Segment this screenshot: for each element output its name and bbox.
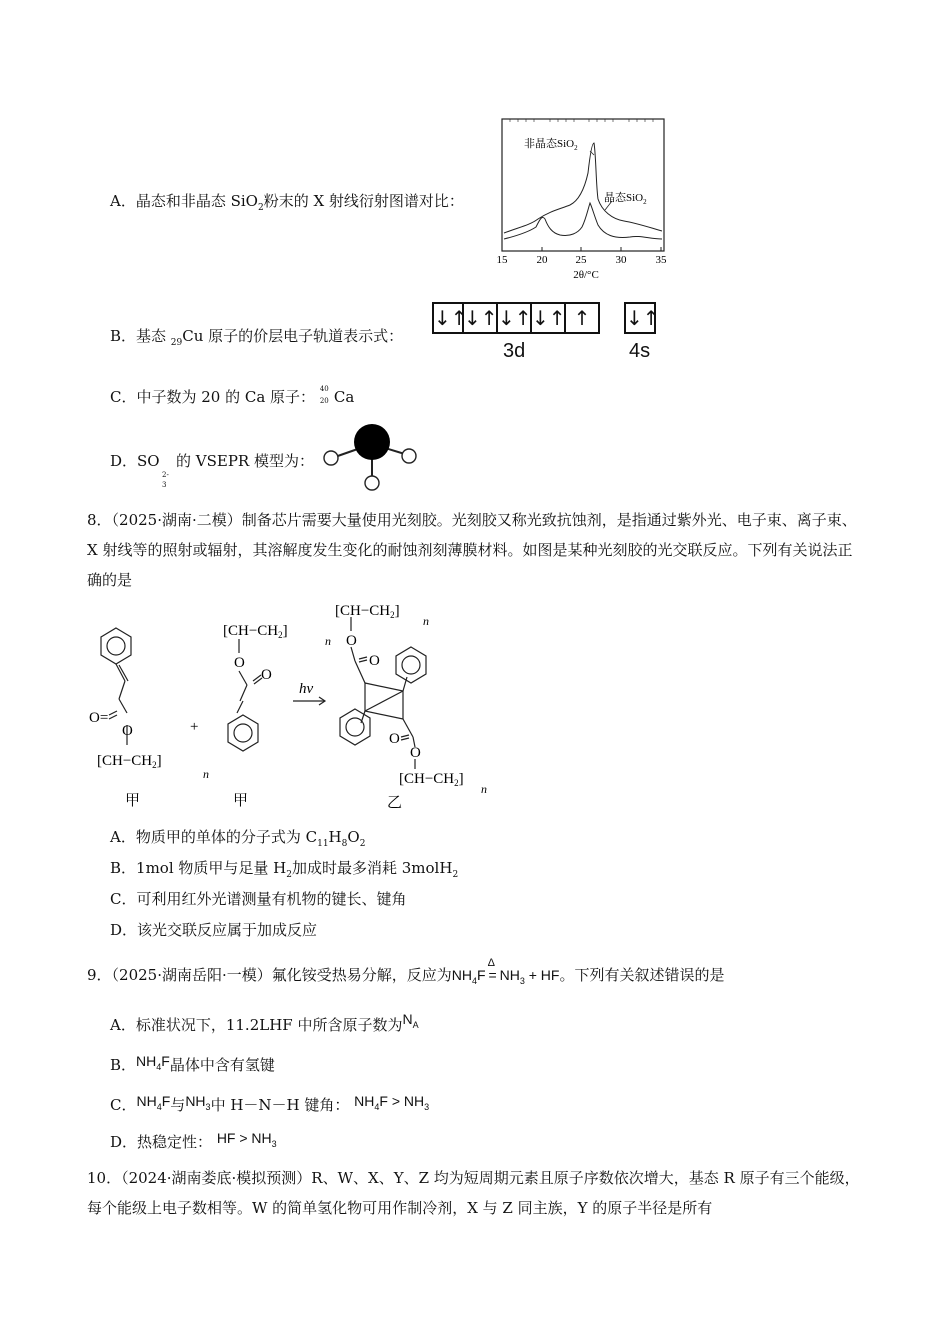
svg-text:n: n	[203, 767, 209, 781]
orbital-box: ↓↑	[624, 302, 656, 334]
svg-text:O: O	[410, 745, 421, 761]
svg-text:O: O	[122, 723, 133, 739]
q8-option-d: D．该光交联反应属于加成反应	[110, 921, 318, 939]
reaction-equation: $NH_4F$ Δ = $NH_3$ + HF	[451, 957, 560, 986]
svg-text:甲: 甲	[125, 793, 141, 809]
svg-text:[CH−CH2]: $[CH-CH_2]$	[223, 623, 288, 640]
svg-text:35: 35	[655, 254, 667, 266]
orbital-box: ↓↑	[464, 302, 498, 334]
so3-charge: 2- 3	[162, 471, 169, 489]
q9-option-d: D．热稳定性： HF > $NH_3$	[110, 1130, 277, 1151]
svg-text:O: O	[346, 633, 357, 649]
svg-text:O: O	[369, 653, 380, 669]
xrd-pattern-figure	[490, 115, 680, 285]
orbital-box: ↓↑	[532, 302, 566, 334]
svg-text:30: 30	[615, 254, 627, 266]
crystal-label: 晶态SiO$_2$	[604, 192, 647, 206]
q7-option-c: C．中子数为 20 的 Ca 原子： 40 20 Ca	[110, 385, 355, 406]
orbital-4s	[624, 302, 660, 334]
orbital-3d	[432, 302, 600, 334]
orbital-box: ↓↑	[432, 302, 464, 334]
q9-option-c: C．$NH_4F$与$NH_3$中 H－N－H 键角： $NH_4F > NH_3$	[110, 1093, 430, 1114]
svg-text:O: O	[261, 667, 272, 683]
svg-text:hv: hv	[299, 681, 314, 697]
amorphous-label: 非晶态SiO$_2$	[524, 138, 578, 152]
q8-option-c: C．可利用红外光谱测量有机物的键长、键角	[110, 890, 407, 908]
svg-text:n: n	[481, 782, 487, 796]
q9-option-b: B．$NH_4F$晶体中含有氢键	[110, 1053, 275, 1074]
mass-number: 40	[319, 385, 329, 393]
q7-option-d: D．SO	[110, 452, 160, 470]
svg-text:O=: O=	[89, 710, 109, 726]
svg-text:[CH−CH2]: $[CH-CH_2]$	[399, 771, 464, 788]
crystal-curve	[504, 203, 662, 239]
svg-text:15: 15	[496, 254, 508, 266]
svg-text:[CH−CH2]: $[CH-CH_2]$	[97, 753, 162, 770]
atomic-number: 20	[319, 397, 329, 405]
vsepr-model-icon	[318, 420, 418, 495]
svg-text:25: 25	[575, 254, 587, 266]
svg-text:O: O	[234, 655, 245, 671]
svg-text:20: 20	[536, 254, 548, 266]
q9-stem: 9．（2025·湖南岳阳·一模）氟化铵受热易分解，反应为$NH_4F$ Δ = $NH_3$ + HF。下列有关叙述错误的是	[87, 957, 725, 986]
svg-text:甲: 甲	[233, 793, 249, 809]
svg-text:n: n	[423, 614, 429, 628]
q7-option-d-rest: 的 VSEPR 模型为：	[176, 452, 314, 470]
label-3d: 3d	[503, 340, 526, 362]
q7-option-b: B．基态 $_{29}$Cu 原子的价层电子轨道表示式：	[110, 327, 404, 348]
xrd-xlabel: 2θ/°C	[573, 269, 599, 281]
orbital-box: ↑	[566, 302, 600, 334]
orbital-box: ↓↑	[498, 302, 532, 334]
svg-text:O: O	[389, 731, 400, 747]
q10-stem: 10．（2024·湖南娄底·模拟预测）R、W、X、Y、Z 均为短周期元素且原子序数依次增大，基态 R 原子有三个能级，每个能级上电子数相等。W 的简单氢化物可用作制冷剂，X 与 Z 同主族，Y 的原子半径是所有	[87, 1169, 860, 1217]
q7-option-a: A．晶态和非晶态 SiO$_2$粉末的 X 射线衍射图谱对比：	[110, 192, 464, 213]
q8-stem: 8．（2025·湖南·二模）制备芯片需要大量使用光刻胶。光刻胶又称光致抗蚀剂，是指通过紫外光、电子束、离子束、X 射线等的照射或辐射，其溶解度发生变化的耐蚀剂刻薄膜材料。如图是某种光刻胶的光交联反应。下列有关说法正确的是	[87, 511, 857, 589]
label-4s: 4s	[629, 340, 651, 362]
svg-text:+: +	[190, 719, 199, 735]
svg-text:n: n	[325, 634, 331, 648]
amorphous-curve	[504, 143, 662, 233]
svg-text:[CH−CH2]: $[CH-CH_2]$	[335, 603, 400, 620]
svg-text:乙: 乙	[387, 795, 403, 811]
q8-option-b: B．1mol 物质甲与足量 $H_2$加成时最多消耗 3molH$_2$	[110, 859, 459, 880]
q8-option-a: A．物质甲的单体的分子式为 $C_{11}H_8O_2$	[110, 828, 366, 849]
q9-option-a: A．标准状况下，11.2LHF 中所含原子数为$N_A$	[110, 1011, 419, 1034]
reaction-scheme	[85, 595, 505, 815]
